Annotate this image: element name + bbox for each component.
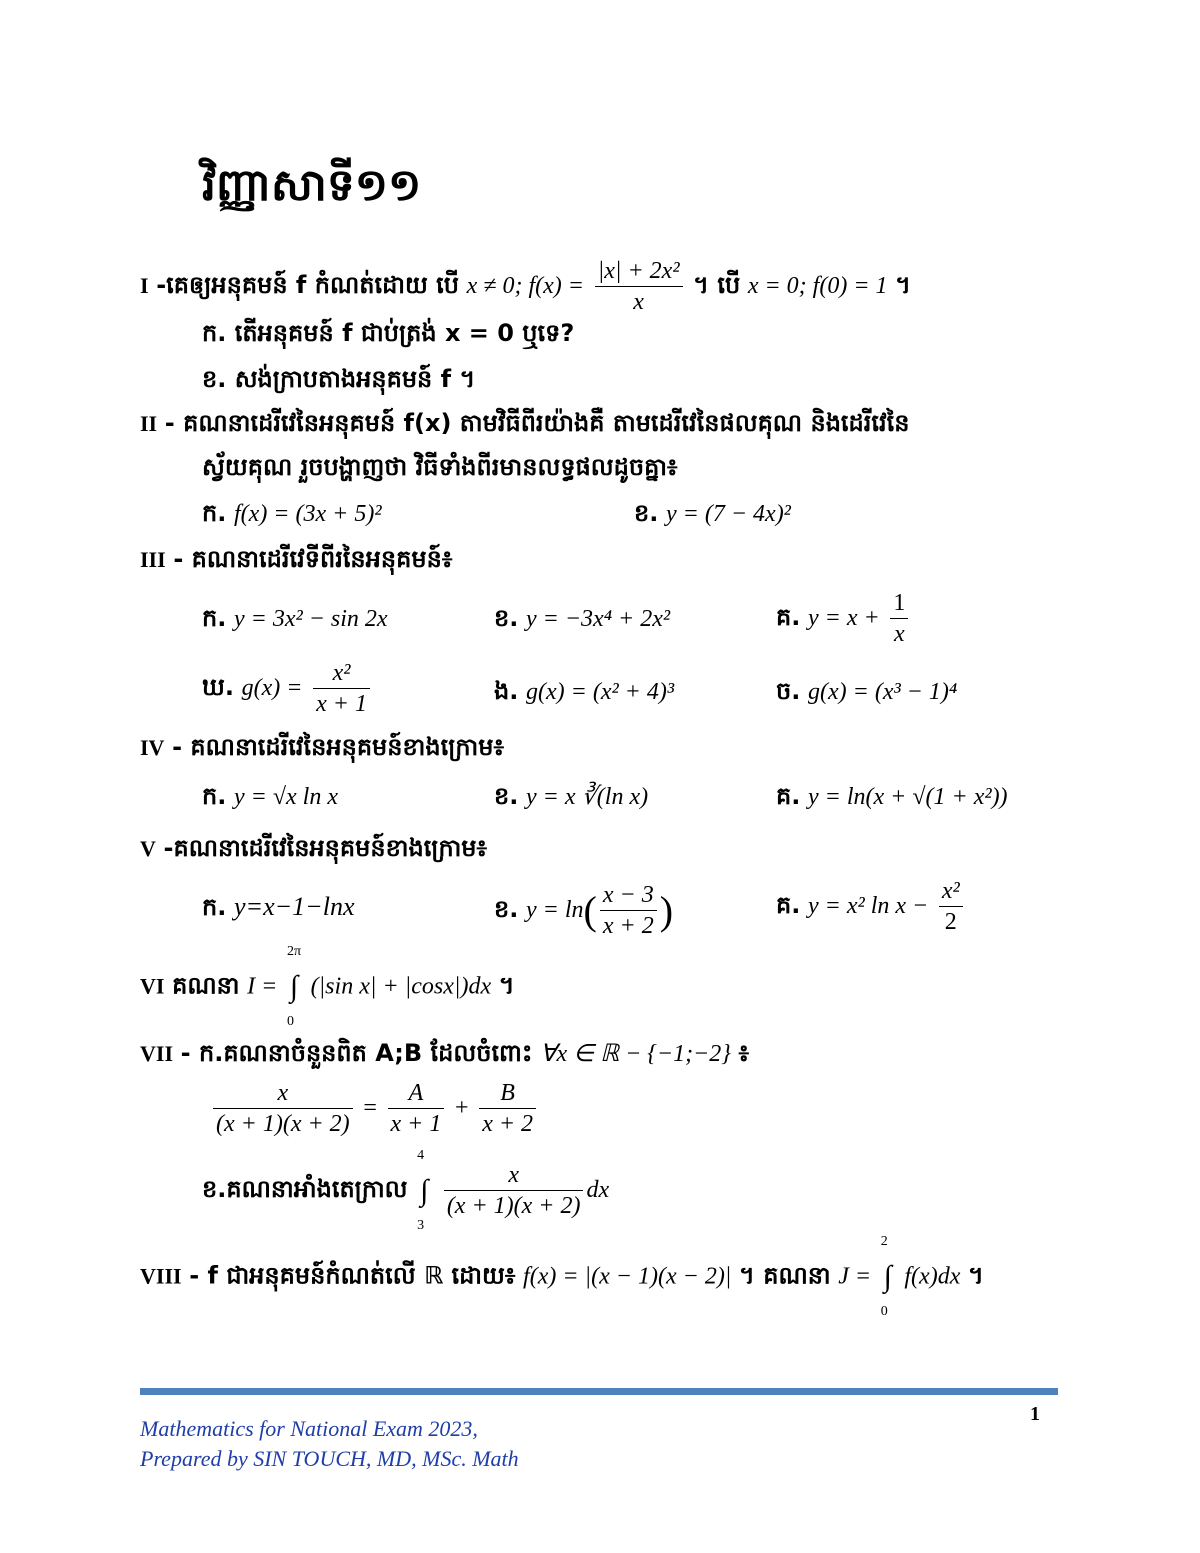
question-7 [140,1038,749,1073]
integral-icon: ∫ [420,1173,429,1207]
fraction [939,876,963,937]
math-expression: y = √x ln x [234,784,338,810]
end-mark: ។ [968,1261,984,1290]
footer-line-1: Mathematics for National Exam 2023, [140,1416,478,1441]
question-6 [140,944,515,1029]
roman-numeral: III [140,547,166,572]
integral-upper-bound: 2 [880,1234,888,1249]
question-text: ។ បើ [693,271,741,299]
fraction [313,658,370,719]
question-1a: ក. តើអនុគមន៍ f ជាប់ត្រង់ x = 0 ឬទេ? [202,319,575,347]
math-expression: x ≠ 0; f(x) = [466,273,584,299]
fraction-numerator: |x| + 2x² [595,256,683,287]
integral-sign [879,1234,897,1319]
question-8 [140,1234,984,1319]
fraction-numerator: 1 [890,588,908,619]
page-number: 1 [1030,1403,1040,1425]
math-expression: g(x) = [241,675,303,701]
question-text: - គណនាដេរីវេនៃអនុគមន៍ខាងក្រោម៖ [172,733,505,761]
math-expression: y = 3x² − sin 2x [234,606,388,632]
question-1 [140,256,911,317]
end-mark: ៖ [738,1039,750,1067]
fraction-numerator: x² [313,658,370,689]
fraction-numerator: x² [939,876,963,907]
math-expression: y = ln(x + √(1 + x²)) [808,784,1008,810]
fraction-numerator: B [479,1078,536,1109]
math-expression: y = x² ln x − [808,893,929,919]
question-text: -គណនាដេរីវេនៃអនុគមន៍ខាងក្រោម៖ [163,834,488,862]
fraction [213,1078,353,1139]
question-2 [140,408,909,443]
question-5c [776,876,966,937]
fraction-denominator: x [894,621,905,647]
integral-sign [285,944,303,1029]
math-expression: y = x + [808,605,880,631]
fraction-denominator: (x + 1)(x + 2) [446,1193,581,1219]
integral-upper-bound: 2π [286,944,302,959]
item-label: ខ. [494,782,519,810]
roman-numeral: I [140,273,149,298]
fraction-denominator: x + 1 [390,1111,442,1137]
question-2a [202,498,382,533]
question-4a [202,781,338,816]
math-expression: y = −3x⁴ + 2x² [526,606,671,632]
roman-numeral: II [140,411,158,436]
item-label: ក. [202,893,227,921]
math-expression: y = x ∛(ln x) [526,784,649,810]
math-expression: y = (7 − 4x)² [666,501,791,527]
fraction-numerator: x [444,1160,584,1191]
close-paren: ) [659,888,674,933]
question-3 [140,544,452,579]
fraction-denominator: x + 2 [602,913,654,939]
roman-numeral: IV [140,735,165,760]
equals-sign: = [363,1095,377,1121]
math-expression: I = [247,973,278,1000]
fraction-denominator: x + 2 [482,1111,534,1137]
integral-icon: ∫ [289,970,299,1003]
integral-lower-bound: 3 [417,1217,425,1233]
item-label: ខ. [494,895,519,923]
footer-divider [140,1388,1058,1395]
question-text: - គណនាដេរីវេនៃអនុគមន៍ f(x) តាមវិធីពីរយ៉ាងគឺ តាមដេរីវេនៃផលគុណ និងដេរីវេនៃ [164,409,910,437]
item-label: គ. [776,603,801,631]
fraction-numerator: A [388,1078,445,1109]
question-5a [202,892,354,927]
question-text: - ក.គណនាចំនួនពិត A;B ដែលចំពោះ [180,1039,533,1067]
question-5 [140,833,487,868]
fraction-denominator: 2 [944,909,957,935]
fraction [479,1078,536,1139]
fraction-denominator: x [633,289,644,315]
item-label: ក. [202,782,227,810]
question-3d [202,658,373,719]
question-5b [494,880,673,941]
fraction [388,1078,445,1139]
item-label: ខ. [634,499,659,527]
question-2-line2: ស្វ័យគុណ រួចបង្ហាញថា វិធីទាំងពីរមានលទ្ធផលដូចគ្នា៖ [202,453,678,481]
integral-lower-bound: 0 [286,1014,294,1029]
question-4c [776,781,1008,816]
roman-numeral: VIII [140,1263,182,1289]
fraction [444,1160,584,1221]
math-expression: x = 0; f(0) = 1 [747,273,888,299]
integral-sign [415,1147,433,1233]
end-mark: ។ [498,971,515,1000]
fraction-numerator: x − 3 [600,880,657,911]
integral-upper-bound: 4 [417,1147,425,1163]
fraction-numerator: x [213,1078,353,1109]
math-expression: f(x) = (3x + 5)² [234,501,382,527]
page-title: វិញ្ញាសាទី១១ [202,160,422,211]
question-text: ខ.គណនាអាំងតេក្រាល [202,1175,408,1203]
footer-line-2: Prepared by SIN TOUCH, MD, MSc. Math [140,1446,519,1471]
fraction [595,256,683,317]
question-text: -គេឲ្យអនុគមន៍ f កំណត់ដោយ បើ [156,271,460,299]
fraction [600,880,657,941]
plus-sign: + [455,1095,469,1121]
integrand: f(x)dx [904,1263,961,1290]
question-3b [494,603,670,638]
roman-numeral: VII [140,1041,174,1066]
question-7b [202,1147,610,1233]
question-3a [202,603,388,638]
integral-icon: ∫ [883,1260,892,1293]
math-expression: y = ln [526,897,584,923]
question-2b [634,498,791,533]
differential: dx [586,1177,610,1203]
question-3e [494,676,674,711]
question-3c [776,588,911,649]
item-label: ខ. [494,604,519,632]
math-expression: g(x) = (x³ − 1)⁴ [808,679,958,705]
item-label: ង. [494,677,519,705]
integrand: (|sin x| + |cosx|)dx [310,973,492,1000]
math-expression: y=x−1−lnx [234,892,355,921]
item-label: ក. [202,499,227,527]
item-label: ច. [776,677,801,705]
partial-fraction-equation [210,1078,539,1139]
roman-numeral: V [140,836,156,861]
item-label: គ. [776,782,801,810]
question-4b [494,781,648,816]
question-text: - គណនាដេរីវេទីពីរនៃអនុគមន៍៖ [173,545,453,573]
roman-numeral: VI [140,973,165,999]
item-label: ក. [202,604,227,632]
item-label: ឃ. [202,673,234,701]
math-expression: f(x) = |(x − 1)(x − 2)| [523,1263,732,1290]
item-label: គ. [776,891,801,919]
question-text: ។ គណនា [739,1261,831,1290]
math-expression: ∀x ∈ ℝ − {−1;−2} [540,1041,731,1067]
fraction-denominator: x + 1 [316,691,367,717]
fraction-denominator: (x + 1)(x + 2) [216,1111,350,1137]
question-text: គណនា [172,971,240,1000]
question-3f [776,676,957,711]
question-text: - f ជាអនុគមន៍កំណត់លើ ℝ ដោយ៖ [189,1261,516,1290]
question-1b: ខ. សង់ក្រាបតាងអនុគមន៍ f ។ [202,365,476,393]
integral-lower-bound: 0 [880,1304,888,1319]
math-expression: J = [838,1263,872,1290]
open-paren: ( [583,888,597,933]
math-expression: g(x) = (x² + 4)³ [526,679,675,705]
end-mark: ។ [895,271,911,299]
question-4 [140,732,504,767]
fraction [890,588,908,649]
